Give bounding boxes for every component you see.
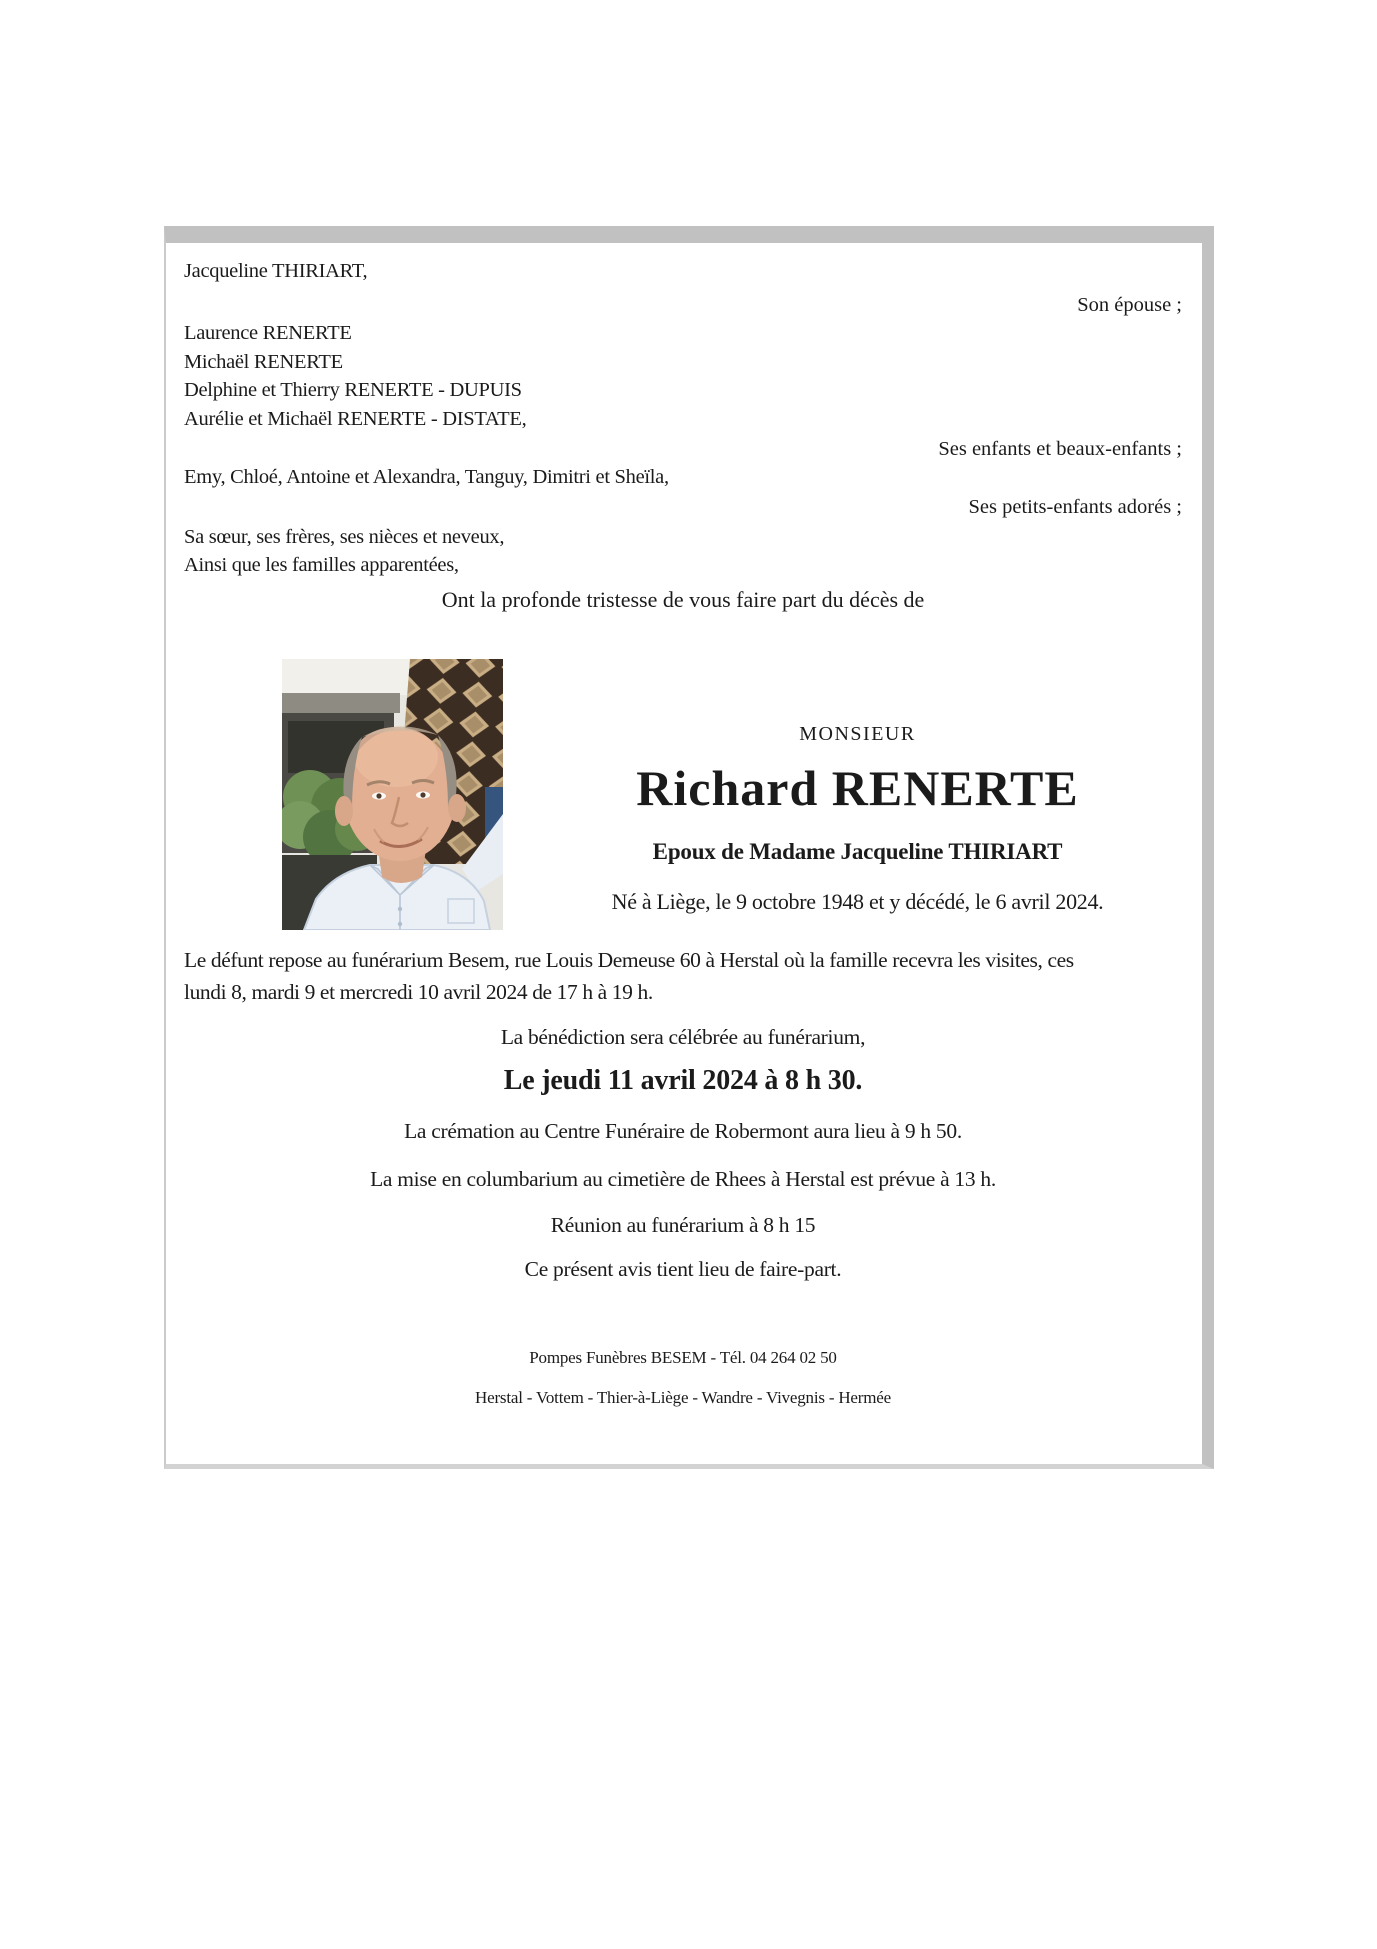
columbarium-line: La mise en columbarium au cimetière de Rhees à Herstal est prévue à 13 h. — [370, 1167, 996, 1191]
spouse-line: Epoux de Madame Jacqueline THIRIART — [652, 839, 1063, 864]
benediction-line: La bénédiction sera célébrée au funérarium, — [500, 1025, 866, 1049]
locations-line: Herstal - Vottem - Thier-à-Liège - Wandre - Vivegnis - Hermée — [475, 1388, 891, 1407]
ceremony-datetime: Le jeudi 11 avril 2024 à 8 h 30. — [503, 1065, 863, 1096]
notice-line: Ce présent avis tient lieu de faire-part. — [524, 1257, 842, 1281]
portrait-illustration — [282, 659, 503, 930]
deceased-identity — [503, 659, 1182, 930]
deceased-title: MONSIEUR — [799, 723, 916, 745]
children-names — [184, 319, 1182, 433]
obituary-content — [166, 243, 1202, 1464]
announcement-line: Ont la profonde tristesse de vous faire part du décès de — [441, 587, 925, 612]
children-role: Ses enfants et beaux-enfants ; — [938, 438, 1182, 460]
obituary-page — [164, 226, 1214, 1469]
deceased-name: Richard RENERTE — [636, 760, 1079, 816]
child-name: Delphine et Thierry RENERTE - DUPUIS — [184, 379, 522, 401]
siblings-line: Sa sœur, ses frères, ses nièces et neveux, — [184, 526, 505, 548]
wife-name: Jacqueline THIRIART, — [184, 260, 368, 282]
grandchildren-role: Ses petits-enfants adorés ; — [968, 496, 1182, 518]
repose-paragraph: Le défunt repose au funérarium Besem, rue Louis Demeuse 60 à Herstal où la famille recevra les visites, ces lundi 8, mardi 9 et mercredi 10 avril 2024 de 17 h à 19 h. — [184, 948, 1074, 1004]
child-name: Michaël RENERTE — [184, 350, 343, 373]
deceased-identity-row — [184, 659, 1182, 930]
deceased-photo — [282, 659, 503, 930]
child-name: Laurence RENERTE — [184, 322, 352, 344]
wife-role: Son épouse ; — [1077, 294, 1182, 316]
funeral-home-line: Pompes Funèbres BESEM - Tél. 04 264 02 50 — [529, 1348, 837, 1367]
cremation-line: La crémation au Centre Funéraire de Robermont aura lieu à 9 h 50. — [404, 1119, 962, 1143]
child-name: Aurélie et Michaël RENERTE - DISTATE, — [184, 407, 527, 430]
extended-family-line: Ainsi que les familles apparentées, — [184, 554, 459, 576]
grandchildren-names: Emy, Chloé, Antoine et Alexandra, Tanguy, Dimitri et Sheïla, — [184, 466, 669, 488]
meeting-line: Réunion au funérarium à 8 h 15 — [550, 1213, 816, 1237]
life-dates: Né à Liège, le 9 octobre 1948 et y décédé, le 6 avril 2024. — [611, 889, 1104, 914]
